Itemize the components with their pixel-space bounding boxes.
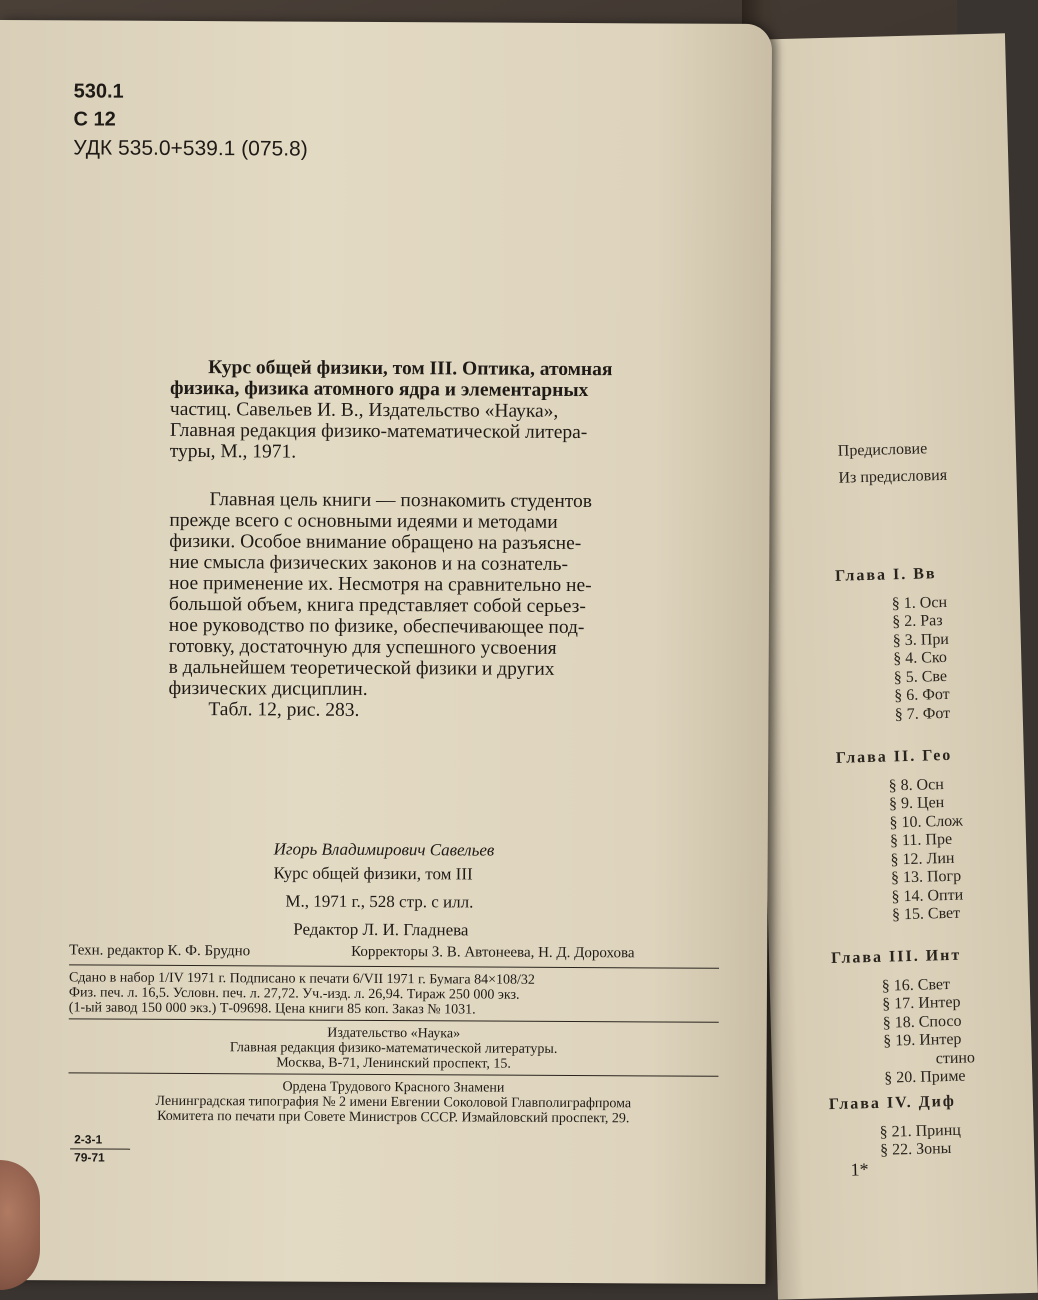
toc-item: § 18. Спосо <box>882 1012 962 1032</box>
toc-item: § 16. Свет <box>881 975 951 995</box>
toc-preface-excerpt: Из предисловия <box>838 466 948 487</box>
library-code: С 12 <box>73 108 116 131</box>
toc-chapter-heading: Глава III. Инт <box>830 946 962 968</box>
description-line: в дальнейшем теоретической физики и других <box>168 656 555 680</box>
toc-item: § 10. Слож <box>889 812 964 831</box>
publisher-line: Главная редакция физико-математической литературы. <box>229 1040 558 1057</box>
toc-item: § 9. Цен <box>888 794 945 813</box>
abstract-line: Курс общей физики, том III. Оптика, атомная <box>208 357 613 381</box>
left-book-page <box>0 20 772 1284</box>
toc-item: § 14. Опти <box>891 886 964 905</box>
print-detail-line: Физ. печ. л. 16,5. Условн. печ. л. 27,72. Уч.-изд. л. 26,94. Тираж 250 000 экз. <box>68 985 520 1003</box>
description-line: физических дисциплин. <box>168 677 368 700</box>
toc-chapter-3 <box>831 946 976 1089</box>
colophon-correctors: Корректоры З. В. Автонеева, Н. Д. Дорохова <box>351 943 635 962</box>
printer-signature-mark: 1* <box>850 1159 869 1180</box>
colophon-publication: М., 1971 г., 528 стр. с илл. <box>285 891 474 912</box>
toc-chapter-heading: Глава II. Гео <box>835 746 953 767</box>
toc-chapter-heading: Глава I. Вв <box>834 565 937 585</box>
separator-line <box>69 964 719 968</box>
description-line: физики. Особое внимание обращено на разъясне- <box>169 530 582 555</box>
separator-line <box>68 1072 718 1076</box>
toc-item: § 12. Лин <box>890 849 955 868</box>
description-line: готовку, достаточную для успешного усвоения <box>168 635 557 659</box>
toc-item: § 8. Осн <box>888 775 944 794</box>
abstract-line: Главная редакция физико-математической литера- <box>169 419 588 444</box>
colophon-title: Курс общей физики, том III <box>273 863 473 884</box>
toc-item: § 1. Осн <box>891 593 948 612</box>
toc-item: § 11. Пре <box>889 830 953 850</box>
right-book-page <box>745 33 1038 1299</box>
toc-item: § 19. Интер <box>883 1030 962 1050</box>
toc-item: § 3. При <box>892 630 950 649</box>
toc-item: § 17. Интер <box>882 993 961 1013</box>
colophon-author: Игорь Владимирович Савельев <box>273 839 495 860</box>
description-line: Главная цель книги — познакомить студентов <box>209 489 593 513</box>
toc-item: § 5. Све <box>893 667 948 686</box>
separator-line <box>69 1018 719 1022</box>
publisher-line: Москва, В-71, Ленинский проспект, 15. <box>276 1055 511 1072</box>
description-line: ние смысла физических законов и на сознатель- <box>169 551 569 575</box>
toc-chapter-heading: Глава IV. Диф <box>828 1092 957 1114</box>
publisher-line: Издательство «Наука» <box>327 1025 461 1042</box>
description-line: ное руководство по физике, обеспечивающее под- <box>168 614 585 639</box>
catalog-code-top: 2-3-1 <box>74 1132 103 1147</box>
toc-item: § 22. Зоны <box>879 1139 952 1159</box>
printer-line: Ордена Трудового Красного Знамени <box>282 1079 505 1096</box>
toc-item: § 21. Принц <box>879 1121 962 1141</box>
abstract-line: частиц. Савельев И. В., Издательство «Наука», <box>169 398 559 422</box>
abstract-bibliographic <box>170 357 661 465</box>
print-detail-line: (1-ый завод 150 000 экз.) Т-09698. Цена книги 85 коп. Заказ № 1031. <box>68 1000 476 1018</box>
abstract-line: физика, физика атомного ядра и элементарных <box>170 377 589 402</box>
print-detail-line: Сдано в набор 1/IV 1971 г. Подписано к печати 6/VII 1971 г. Бумага 84×108/32 <box>68 970 535 988</box>
toc-item: § 4. Ско <box>893 648 948 668</box>
udc-code: УДК 535.0+539.1 (075.8) <box>73 136 308 161</box>
colophon-tech-editor: Техн. редактор К. Ф. Брудно <box>69 942 251 960</box>
toc-item: § 7. Фот <box>894 704 951 723</box>
toc-chapter-2 <box>836 747 966 927</box>
finger <box>0 1160 40 1290</box>
toc-item: § 6. Фот <box>893 685 950 705</box>
print-details <box>69 970 535 1017</box>
toc-chapter-4 <box>829 1093 962 1162</box>
description-line: ное применение их. Несмотря на сравнительно не- <box>168 572 592 597</box>
tables-figures-count: Табл. 12, рис. 283. <box>208 699 360 721</box>
toc-item: стино <box>935 1048 976 1067</box>
description-line: прежде всего с основными идеями и методами <box>169 509 558 533</box>
publisher-block <box>69 1024 719 1072</box>
toc-item: § 20. Приме <box>884 1067 966 1087</box>
toc-item: § 13. Погр <box>890 867 962 887</box>
printer-line: Комитета по печати при Совете Министров СССР. Измайловский проспект, 29. <box>157 1108 630 1127</box>
toc-item: § 15. Свет <box>891 904 961 924</box>
catalog-code-bottom: 79-71 <box>74 1150 105 1165</box>
toc-preface: Предисловие <box>837 440 928 460</box>
printer-line: Ленинградская типография № 2 имени Евгении Соколовой Главполиграфпрома <box>155 1093 632 1112</box>
toc-item: § 2. Раз <box>892 612 943 631</box>
classification-code: 530.1 <box>73 80 124 103</box>
printer-block <box>68 1078 718 1126</box>
abstract-description <box>168 489 659 723</box>
abstract-line: туры, М., 1971. <box>169 440 297 463</box>
toc-intro <box>838 440 948 488</box>
colophon-editor: Редактор Л. И. Гладнева <box>293 919 469 940</box>
description-line: большой объем, книга представляет собой серьез- <box>168 593 586 618</box>
toc-chapter-1 <box>835 565 951 726</box>
